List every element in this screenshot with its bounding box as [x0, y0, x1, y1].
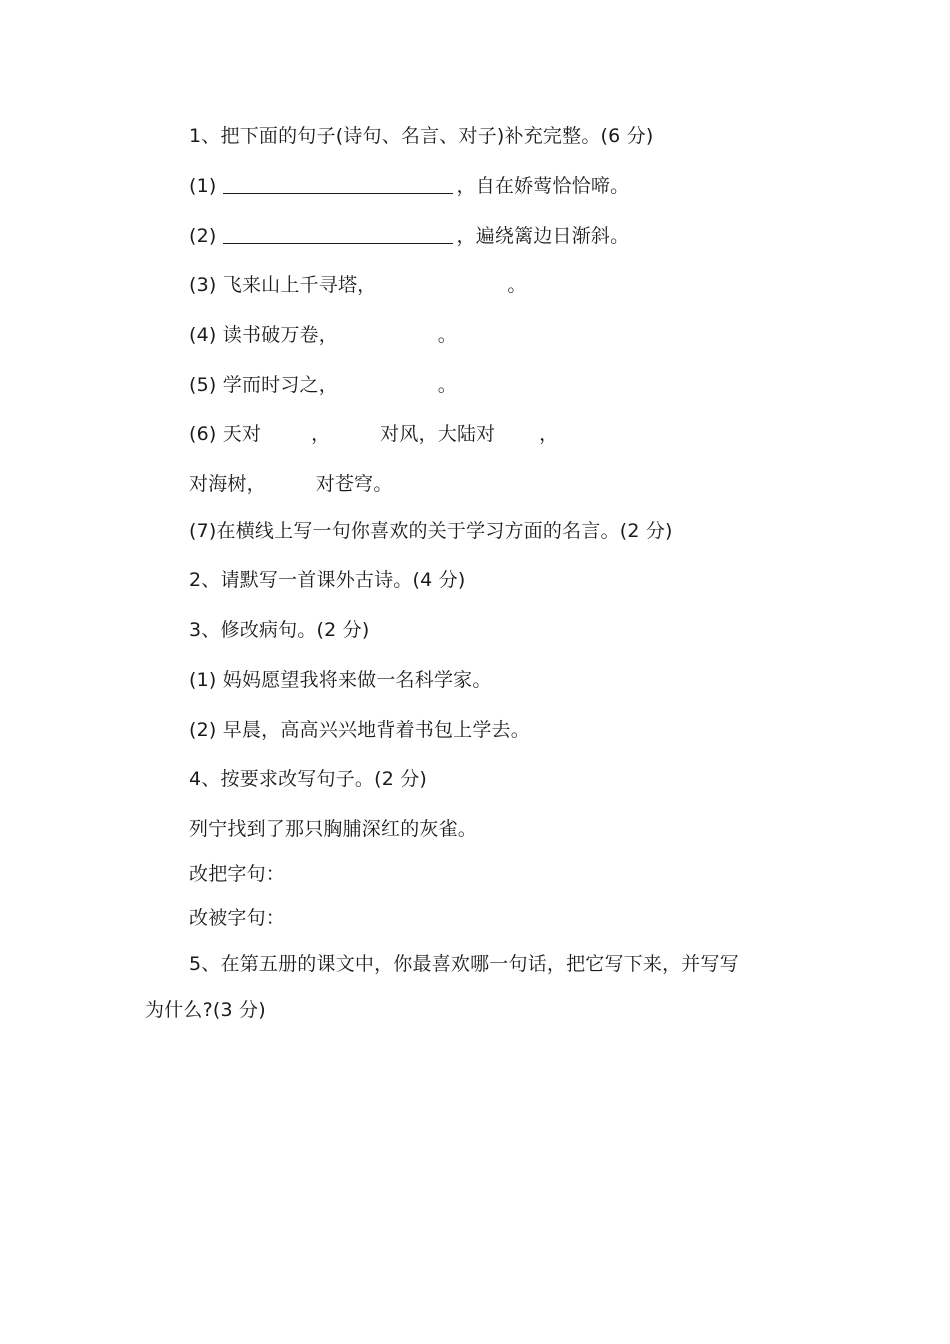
question-4-ba-sentence-label: 改把字句：	[189, 863, 286, 885]
question-5-line-2: 为什么?(3 分)	[145, 999, 266, 1021]
fill-blank-line	[223, 175, 453, 194]
question-4-bei-sentence-label: 改被字句：	[189, 907, 286, 929]
question-1-title: 1、把下面的句子(诗句、名言、对子)补充完整。(6 分)	[189, 125, 654, 147]
question-3-title: 3、修改病句。(2 分)	[189, 619, 370, 641]
question-1-item-6a: (6) 天对 ， 对风，大陆对 ，	[189, 423, 559, 445]
question-3-item-2: (2) 早晨，高高兴兴地背着书包上学去。	[189, 719, 530, 741]
item-number: (1)	[189, 175, 217, 197]
question-5-line-1: 5、在第五册的课文中，你最喜欢哪一句话，把它写下来，并写写	[189, 953, 739, 975]
item-number: (2)	[189, 225, 217, 247]
fill-blank-line	[223, 225, 453, 244]
question-1-item-2	[189, 224, 629, 248]
question-1-item-5: (5) 学而时习之， 。	[189, 374, 457, 396]
question-1-item-6b: 对海树， 对苍穹。	[189, 473, 393, 495]
question-1-item-4: (4) 读书破万卷， 。	[189, 324, 457, 346]
item-text: ，自在娇莺恰恰啼。	[456, 175, 630, 197]
question-3-item-1: (1) 妈妈愿望我将来做一名科学家。	[189, 669, 492, 691]
question-2-title: 2、请默写一首课外古诗。(4 分)	[189, 569, 466, 591]
question-1-item-7: (7)在横线上写一句你喜欢的关于学习方面的名言。(2 分)	[189, 520, 673, 542]
question-4-title: 4、按要求改写句子。(2 分)	[189, 768, 428, 790]
question-4-sentence: 列宁找到了那只胸脯深红的灰雀。	[189, 818, 478, 840]
question-1-item-3: (3) 飞来山上千寻塔， 。	[189, 274, 527, 296]
question-1-item-1	[189, 174, 629, 198]
item-text: ，遍绕篱边日渐斜。	[456, 225, 630, 247]
